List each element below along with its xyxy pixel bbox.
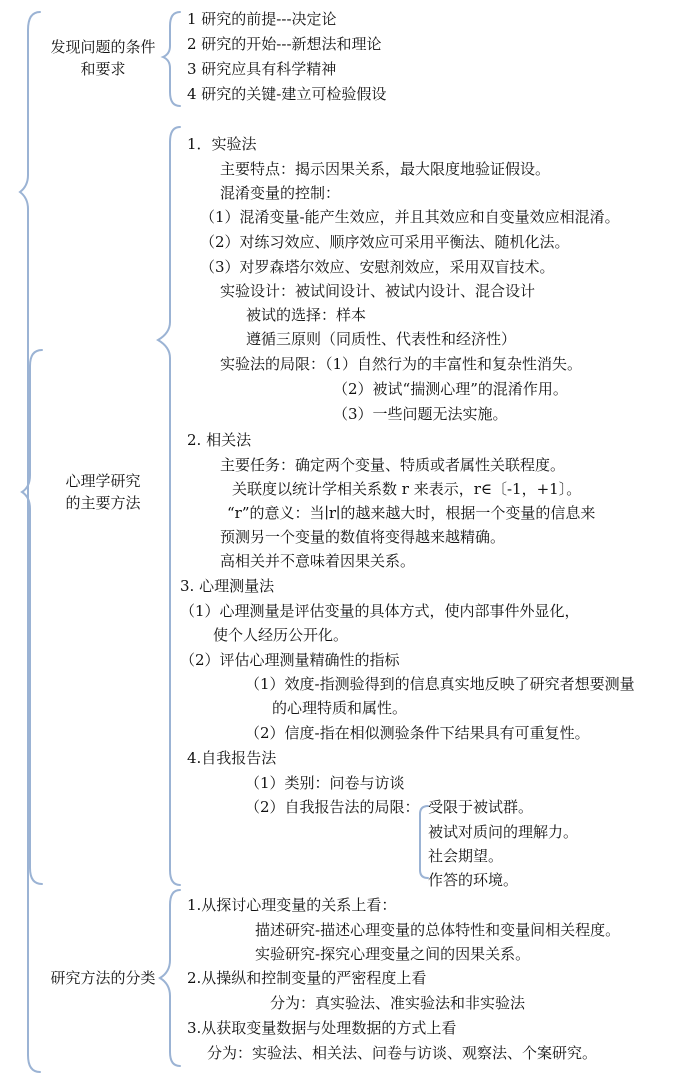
experiment-heading: 1．实验法 [187, 135, 257, 153]
correlation-heading: 2. 相关法 [187, 431, 252, 449]
subject-choice: 被试的选择：样本 [246, 306, 367, 324]
classification-point-2a: 分为：真实验法、准实验法和非实验法 [270, 994, 526, 1012]
condition-item-1: 1 研究的前提---决定论 [187, 10, 337, 28]
correlation-task: 主要任务：确定两个变量、特质或者属性关联程度。 [220, 456, 566, 474]
measurement-item1-line1: （1）心理测量是评估变量的具体方式，使内部事件外显化， [180, 602, 580, 620]
classification-point-1a: 描述研究-描述心理变量的总体特性和变量间相关程度。 [255, 921, 621, 939]
self-report-limit-3: 社会期望。 [428, 847, 504, 865]
self-report-limit-1: 受限于被试群。 [428, 798, 534, 816]
methods-label-line2: 的主要方法 [65, 494, 141, 512]
self-report-limits-label: （2）自我报告法的局限： [245, 798, 420, 816]
classification-point-3a: 分为：实验法、相关法、问卷与访谈、观察法、个案研究。 [207, 1044, 598, 1062]
classification-point-1: 1.从探讨心理变量的关系上看： [187, 896, 397, 914]
condition-item-3: 3 研究应具有科学精神 [187, 60, 337, 78]
confound-title: 混淆变量的控制： [220, 184, 341, 202]
experiment-design: 实验设计：被试间设计、被试内设计、混合设计 [220, 282, 536, 300]
measurement-heading: 3. 心理测量法 [180, 577, 275, 595]
methods-label [38, 470, 168, 514]
measurement-item2: （2）评估心理测量精确性的指标 [180, 651, 400, 669]
classification-label: 研究方法的分类 [50, 969, 156, 987]
confound-item-1: （1）混淆变量-能产生效应，并且其效应和自变量效应相混淆。 [200, 208, 620, 226]
correlation-degree: 关联度以统计学相关系数 r 来表示，r∈〔-1，+1〕。 [232, 480, 582, 498]
conditions-label-line1: 发现问题的条件 [50, 38, 156, 56]
validity-line2: 的心理特质和属性。 [272, 699, 408, 717]
correlation-note: 高相关并不意味着因果关系。 [220, 552, 416, 570]
measurement-item1-line2: 使个人经历公开化。 [213, 626, 349, 644]
experiment-limits-1: 实验法的局限：（1）自然行为的丰富性和复杂性消失。 [220, 355, 583, 373]
self-report-types: （1）类别：问卷与访谈 [245, 774, 405, 792]
methods-outer-brace [22, 350, 42, 884]
validity-line1: （1）效度-指测验得到的信息真实地反映了研究者想要测量 [245, 675, 635, 693]
methods-label-line1: 心理学研究 [65, 472, 141, 490]
experiment-limits-3: （3）一些问题无法实施。 [333, 405, 508, 423]
self-report-limit-4: 作答的环境。 [428, 871, 519, 889]
experiment-limits-2: （2）被试“揣测心理”的混淆作用。 [333, 380, 568, 398]
reliability: （2）信度-指在相似测验条件下结果具有可重复性。 [245, 724, 590, 742]
conditions-label [38, 36, 168, 80]
classification-point-1b: 实验研究-探究心理变量之间的因果关系。 [255, 945, 531, 963]
condition-item-2: 2 研究的开始---新想法和理论 [187, 35, 382, 53]
confound-item-3: （3）对罗森塔尔效应、安慰剂效应，采用双盲技术。 [200, 258, 555, 276]
three-principles: 遵循三原则（同质性、代表性和经济性） [246, 330, 517, 348]
classification-point-3: 3.从获取变量数据与处理数据的方式上看 [187, 1019, 457, 1037]
self-report-heading: 4.自我报告法 [187, 749, 277, 767]
condition-item-4: 4 研究的关键-建立可检验假设 [187, 85, 387, 103]
self-report-limit-2: 被试对质问的理解力。 [428, 823, 579, 841]
conditions-label-line2: 和要求 [80, 60, 126, 78]
self-report-limits-brace [420, 806, 428, 878]
correlation-meaning-line1: “r”的意义：当∣r∣的越来越大时，根据一个变量的信息来 [227, 504, 596, 522]
experiment-main-feature: 主要特点：揭示因果关系，最大限度地验证假设。 [220, 160, 551, 178]
correlation-meaning-line2: 预测另一个变量的数值将变得越来越精确。 [220, 528, 506, 546]
classification-point-2: 2.从操纵和控制变量的严密程度上看 [187, 969, 427, 987]
confound-item-2: （2）对练习效应、顺序效应可采用平衡法、随机化法。 [200, 233, 570, 251]
